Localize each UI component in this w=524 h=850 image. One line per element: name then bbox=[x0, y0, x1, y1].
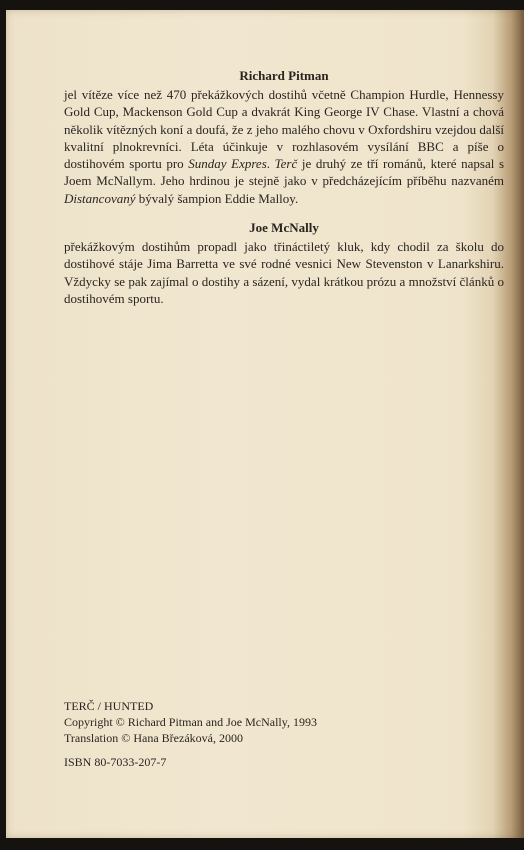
book-page bbox=[6, 10, 524, 838]
previous-novel-title: Distancovaný bbox=[64, 190, 136, 206]
imprint-isbn: ISBN 80-7033-207-7 bbox=[64, 755, 167, 769]
imprint-title: TERČ / HUNTED bbox=[64, 699, 154, 713]
author-bio-mcnally: překážkovým dostihům propadl jako třináctiletý kluk, kdy chodil za školu do dostihové stáje Jima Barretta ve své rodné vesnici New Stevenston v Lanarkshiru. Vždycky se pak zajímal o dostihy a sázení, vydal krátkou prózu a množství článků o dostihovém sportu. bbox=[64, 239, 504, 306]
bio-text: bývalý šampion Eddie Malloy. bbox=[135, 190, 299, 206]
newspaper-title: Sunday Expres bbox=[188, 156, 267, 172]
bio-text: je druhý ze tří románů, které napsal s Joem McNallym. Jeho hrdinou je stejně jako v předcházejícím příběhu nazvaném bbox=[64, 156, 505, 189]
imprint-block bbox=[64, 698, 394, 770]
author-bios bbox=[64, 68, 504, 307]
bio-text: . bbox=[266, 156, 275, 172]
author-name-pitman: Richard Pitman bbox=[239, 68, 329, 83]
imprint-copyright: Copyright © Richard Pitman and Joe McNally, 1993 bbox=[64, 715, 317, 729]
novel-title: Terč bbox=[274, 156, 298, 172]
author-name-mcnally: Joe McNally bbox=[249, 220, 319, 236]
imprint-translation: Translation © Hana Březáková, 2000 bbox=[64, 731, 243, 745]
bio-text: jel vítěze více než 470 překážkových dostihů včetně Champion Hurdle, Hennessy Gold Cup, Mackenson Gold Cup a dvakrát King George IV Chase. Vlastní a chová několik vítězných koní a doufá, že z jeho malého chovu v Oxfordshiru vzejdou další kvalitní plnokrevníci. Léta účinkuje v rozhlasovém vysílání BBC a píše o dostihovém sportu pro bbox=[64, 87, 504, 172]
author-bio-pitman bbox=[64, 86, 504, 207]
